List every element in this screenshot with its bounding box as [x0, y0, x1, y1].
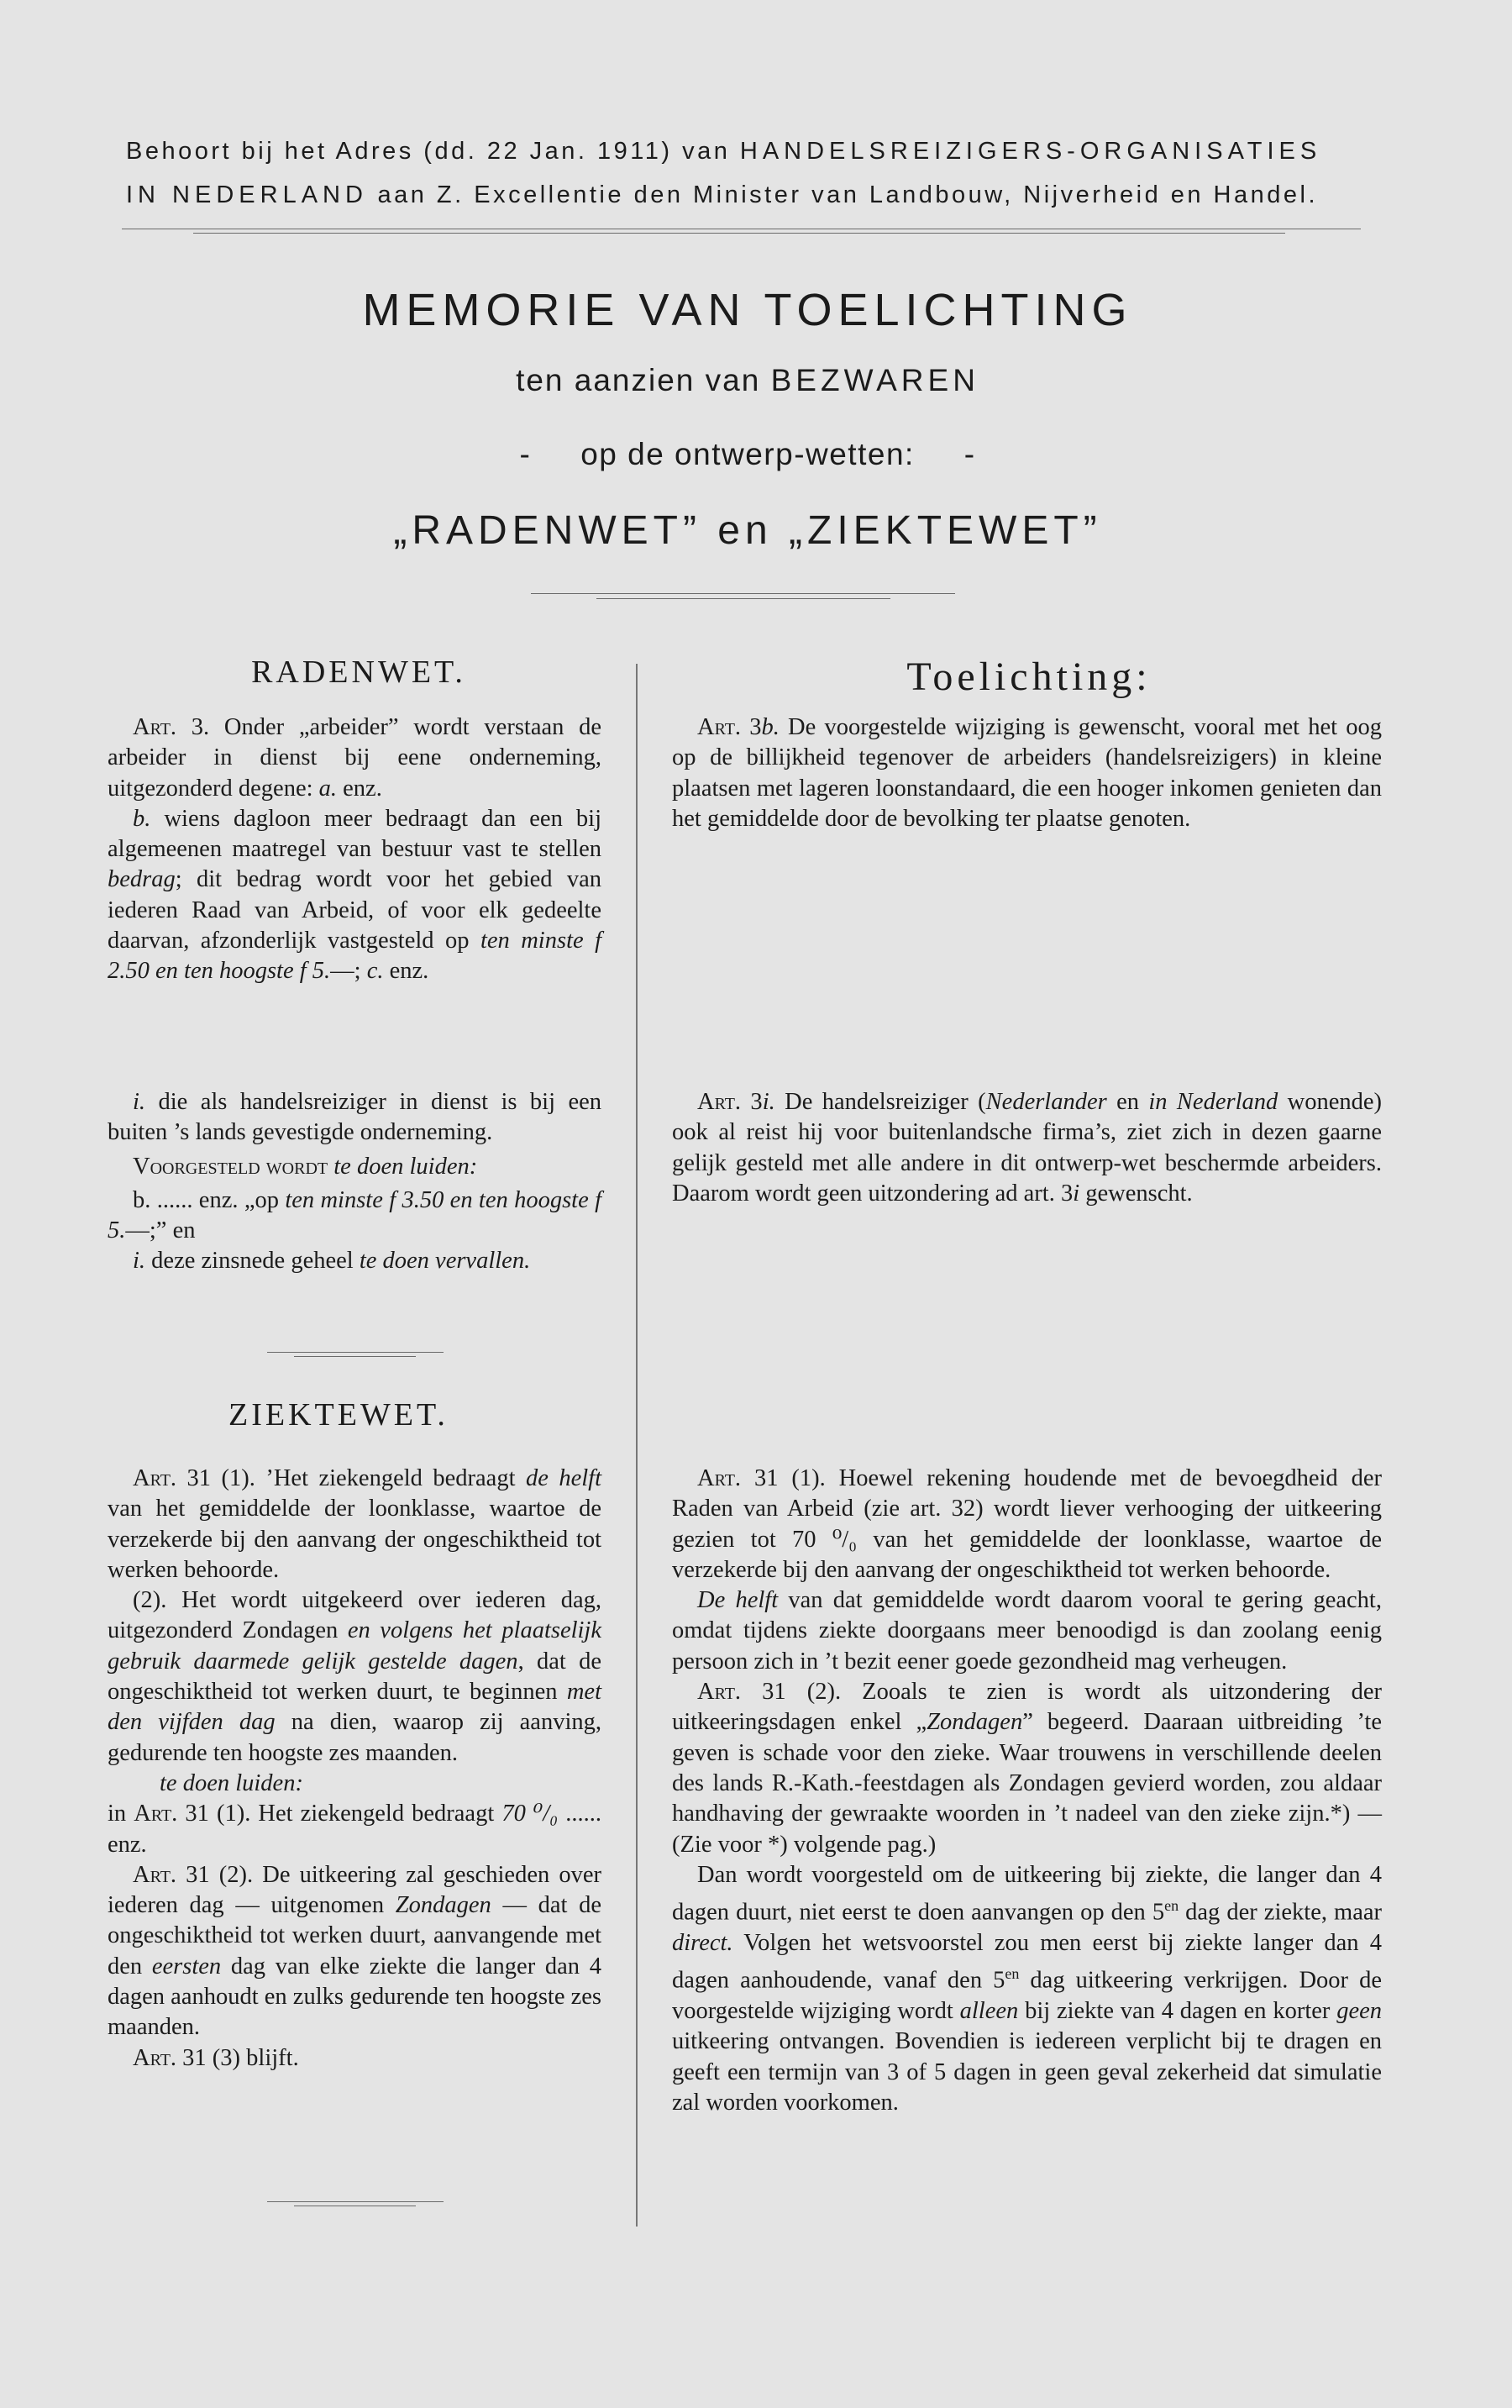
b-bedrag: bedrag	[108, 866, 176, 893]
r-dan-t2: dag der ziekte, maar	[1179, 1899, 1382, 1926]
header-rule-thin	[193, 233, 1285, 234]
b-text3: —;	[330, 958, 367, 985]
r-dan-i1: direct.	[672, 1929, 733, 1956]
subtitle-ontwerp: - op de ontwerp-wetten: -	[519, 437, 976, 471]
art312b-t2: — dat de ongeschiktheid tot werken duurt, aanvangende met den	[108, 1892, 602, 1980]
r-art312-label: Art. 31 (2).	[697, 1679, 842, 1706]
art312-t1: Het wordt uitgekeerd over iederen dag, uitgezonderd Zondagen	[108, 1587, 601, 1644]
r-dan-t3: Volgen het wetsvoorstel zou men eerst bij ziekte langer dan 4 dagen aanhoudende, vanaf den 5	[672, 1929, 1382, 1994]
art312b-i2: eersten	[151, 1953, 222, 1980]
art3i-paragraph	[108, 1087, 601, 1149]
radenwet-heading: RADENWET.	[251, 655, 466, 690]
b-label: b.	[133, 805, 151, 832]
left-rule-1-thin	[294, 1356, 416, 1357]
art3-paragraph	[108, 712, 601, 804]
title-rule	[531, 593, 955, 594]
r-art3b-b: b.	[761, 714, 780, 740]
art312-t3: na dien, waarop zij aanving, gedurende ten hoogste zes maanden.	[108, 1709, 601, 1766]
r-dan-t5: bij ziekte van 4 dagen en korter	[1018, 1998, 1337, 2025]
art312-label: (2).	[133, 1587, 167, 1614]
prop-b-paragraph	[108, 1186, 601, 1247]
art311-label: Art. 31 (1).	[133, 1465, 255, 1491]
art312-paragraph	[108, 1585, 601, 1769]
subtitle-text: ten aanzien van	[516, 363, 771, 397]
column-divider	[636, 664, 638, 2227]
r-art3i-i1: Nederlander	[985, 1089, 1107, 1115]
left-rule-1	[267, 1352, 444, 1353]
r-dan-sup2: en	[1005, 1965, 1020, 1983]
pct: 70 ⁰/₀	[501, 1801, 559, 1827]
pct-enz: ...... enz.	[108, 1801, 601, 1858]
subtitle-bezwaren	[0, 363, 1495, 398]
r-dan-i3: geen	[1336, 1998, 1382, 2025]
b-text2: ; dit bedrag wordt voor het gebied van iederen Raad van Arbeid, of voor elk gedeelte daarvan, afzonderlijk vastgesteld op	[108, 866, 601, 954]
prop-b-italic: ten minste f 3.50 en ten hoogste f 5.	[108, 1186, 601, 1244]
in-art-paragraph	[108, 1799, 601, 1860]
r-helft: De helft	[697, 1587, 779, 1614]
header-line-2	[126, 175, 1369, 215]
art3b-paragraph	[108, 804, 601, 987]
r-dan-paragraph	[672, 1860, 1382, 2118]
prop-i-text: deze zinsnede geheel	[145, 1248, 360, 1275]
art312b-t3: dag van elke ziekte die langer dan 4 dagen aanhoudt en zulks gedurende ten hoogste zes maanden.	[108, 1953, 602, 2041]
art311-paragraph	[108, 1464, 601, 1585]
i-label: i.	[133, 1089, 146, 1115]
r-art311-t1: Hoewel rekening houdende met de bevoegdheid der Raden van Arbeid (zie art. 32) wordt liever verhooging der uitkeering gezien tot 70 ⁰/₀ van het gemiddelde der loonklasse, waartoe de verzekerde bij den aanvang der ongeschiktheid tot werken behoorde.	[672, 1465, 1382, 1583]
b-enz: enz.	[383, 958, 429, 985]
header-org: HANDELSREIZIGERS-ORGANISATIES	[739, 138, 1322, 165]
r-art3i-i: i.	[762, 1089, 775, 1115]
r-art3b-label: Art. 3	[697, 714, 762, 740]
art311-t1: ’Het ziekengeld bedraagt	[255, 1465, 526, 1491]
art312b-i1: Zondagen	[395, 1892, 491, 1919]
i-text: die als handelsreiziger in dienst is bij een buiten ’s lands gevestigde onderneming.	[108, 1089, 601, 1146]
r-helft-text: van dat gemiddelde wordt daarom vooral te gering geacht, omdat tijdens ziekte doorgaans meer benoodigd is dan zoolang eenig persoon zich in ’t bezit eener goede gezondheid mag verheugen.	[672, 1587, 1382, 1675]
header-text-2: aan Z. Excellentie den Minister van Landbouw, Nijverheid en Handel.	[367, 181, 1319, 208]
left-rule-2	[267, 2201, 444, 2202]
in-art: in	[108, 1801, 134, 1827]
laws-title: „RADENWET” en „ZIEKTEWET”	[393, 508, 1102, 553]
art311-t2: van het gemiddelde der loonklasse, waartoe de verzekerde bij den aanvang der ongeschiktheid tot werken behoorde.	[108, 1496, 601, 1583]
art3-label: Art. 3.	[133, 714, 210, 740]
r-art312-t1: Zooals te zien is wordt als uitzondering der uitkeeringsdagen enkel „	[672, 1679, 1382, 1736]
in-art-label: Art. 31 (1).	[134, 1801, 251, 1827]
r-art3i-t4: gewenscht.	[1079, 1180, 1193, 1207]
header-line-1	[126, 131, 1369, 171]
voorgesteld-paragraph	[108, 1152, 601, 1182]
te-doen: te doen luiden:	[160, 1769, 303, 1796]
art311-i1: de helft	[525, 1465, 601, 1491]
ziektewet-heading: ZIEKTEWET.	[228, 1397, 449, 1433]
right-art3b-block	[672, 712, 1382, 834]
left-art3i-block	[108, 1087, 601, 1277]
right-art31-block	[672, 1464, 1382, 2118]
prop-i-italic: te doen vervallen.	[359, 1248, 531, 1275]
b-italic: ten minste f 2.50 en ten hoogste f 5.	[108, 928, 601, 985]
r-art3i-i2: in Nederland	[1148, 1089, 1278, 1115]
prop-b: b. ...... enz. „op	[133, 1186, 286, 1213]
art3-a: a.	[318, 775, 338, 802]
left-art3-block	[108, 712, 601, 987]
toelichting-heading: Toelichting:	[906, 655, 1152, 699]
te-doen-luiden: te doen luiden:	[328, 1153, 478, 1180]
r-art311-paragraph	[672, 1464, 1382, 1585]
page-title: MEMORIE VAN TOELICHTING	[362, 285, 1133, 335]
r-dan-t1: Dan wordt voorgesteld om de uitkeering bij ziekte, die langer dan 4 dagen duurt, niet eerst te doen aanvangen op den 5	[672, 1861, 1382, 1926]
prop-b-end: —;” en	[125, 1217, 196, 1244]
art312b-label: Art. 31 (2).	[133, 1861, 254, 1888]
r-art312-i1: Zondagen	[927, 1709, 1023, 1736]
r-art311-label: Art. 31 (1).	[697, 1465, 826, 1491]
art312b-t1: De uitkeering zal geschieden over iederen dag — uitgenomen	[108, 1861, 601, 1919]
r-art3i-t1: De handelsreiziger (	[774, 1089, 986, 1115]
art3-enz: enz.	[337, 775, 382, 802]
r-art312-paragraph	[672, 1677, 1382, 1860]
b-c: c.	[366, 958, 384, 985]
header-country: IN NEDERLAND	[126, 181, 368, 208]
art312-i1: en volgens het plaatselijk gebruik daarmede gelijk gestelde dagen	[108, 1617, 602, 1675]
b-text1: wiens dagloon meer bedraagt dan een bij algemeenen maatregel van bestuur vast te stellen	[108, 805, 601, 863]
r-dan-sup: en	[1164, 1897, 1179, 1915]
art312-t2: , dat de ongeschiktheid tot werken duurt, te beginnen	[108, 1648, 601, 1706]
in-art-text: Het ziekengeld bedraagt	[250, 1801, 502, 1827]
r-dan-i2: alleen	[959, 1998, 1019, 2025]
right-art3i-block	[672, 1087, 1382, 1209]
r-art3i-label: Art. 3	[697, 1089, 763, 1115]
voorgesteld-label: Voorgesteld wordt	[133, 1153, 328, 1180]
r-dan-t4: dag uitkeering verkrijgen. Door de voorgestelde wijziging wordt	[672, 1967, 1382, 2025]
art313-text: blijft.	[240, 2044, 299, 2071]
title-rule-thin	[596, 598, 890, 599]
r-helft-paragraph	[672, 1585, 1382, 1677]
r-art3b-paragraph	[672, 712, 1382, 834]
subtitle-bezwaren-word: BEZWAREN	[770, 363, 979, 397]
left-art31-block	[108, 1464, 601, 2074]
header-text-1: Behoort bij het Adres (dd. 22 Jan. 1911) van	[126, 138, 740, 165]
art312-i2: met den vijfden dag	[108, 1679, 601, 1736]
art313-label: Art. 31 (3)	[133, 2044, 241, 2071]
art312b-paragraph	[108, 1860, 601, 2043]
r-art3i-paragraph	[672, 1087, 1382, 1209]
r-art3i-i3: i	[1073, 1180, 1080, 1207]
r-art312-t2: ” begeerd. Daaraan uitbreiding ’te geven is schade voor den zieke. Waar trouwens in verschillende deelen des lands R.-Kath.-feestdagen als Zondagen gevierd worden, zou aldaar handhaving der gewraakte woorden in ’t nadeel van den zieke zijn.*) — (Zie voor *) volgende pag.)	[672, 1709, 1382, 1858]
te-doen-paragraph	[108, 1769, 601, 1799]
r-art3i-t3: wonende) ook al reist hij voor buitenlandsche firma’s, ziet zich in dezen gaarne gelijk gesteld met alle andere in dit ontwerp-wet beschermde arbeiders. Daarom wordt geen uitzondering ad art. 3	[672, 1089, 1382, 1207]
r-art3i-t2: en	[1106, 1089, 1149, 1115]
art313-paragraph	[108, 2043, 601, 2074]
r-dan-t6: uitkeering ontvangen. Bovendien is iedereen verplicht bij te dragen en geeft een termijn van 3 of 5 dagen in geen geval zekerheid dat simulatie zal worden voorkomen.	[672, 2028, 1382, 2116]
art3-text: Onder „arbeider” wordt verstaan de arbeider in dienst bij eene onderneming, uitgezonderd degene:	[108, 714, 602, 802]
prop-i-paragraph	[108, 1246, 601, 1276]
r-art3b-text: De voorgestelde wijziging is gewenscht, vooral met het oog op de billijkheid tegenover de arbeiders (handelsreizigers) in kleine plaatsen met lageren loonstandaard, die een hooger inkomen genieten dan het gemiddelde door de bevolking ter plaatse genoten.	[672, 714, 1383, 832]
prop-i: i.	[133, 1248, 146, 1275]
